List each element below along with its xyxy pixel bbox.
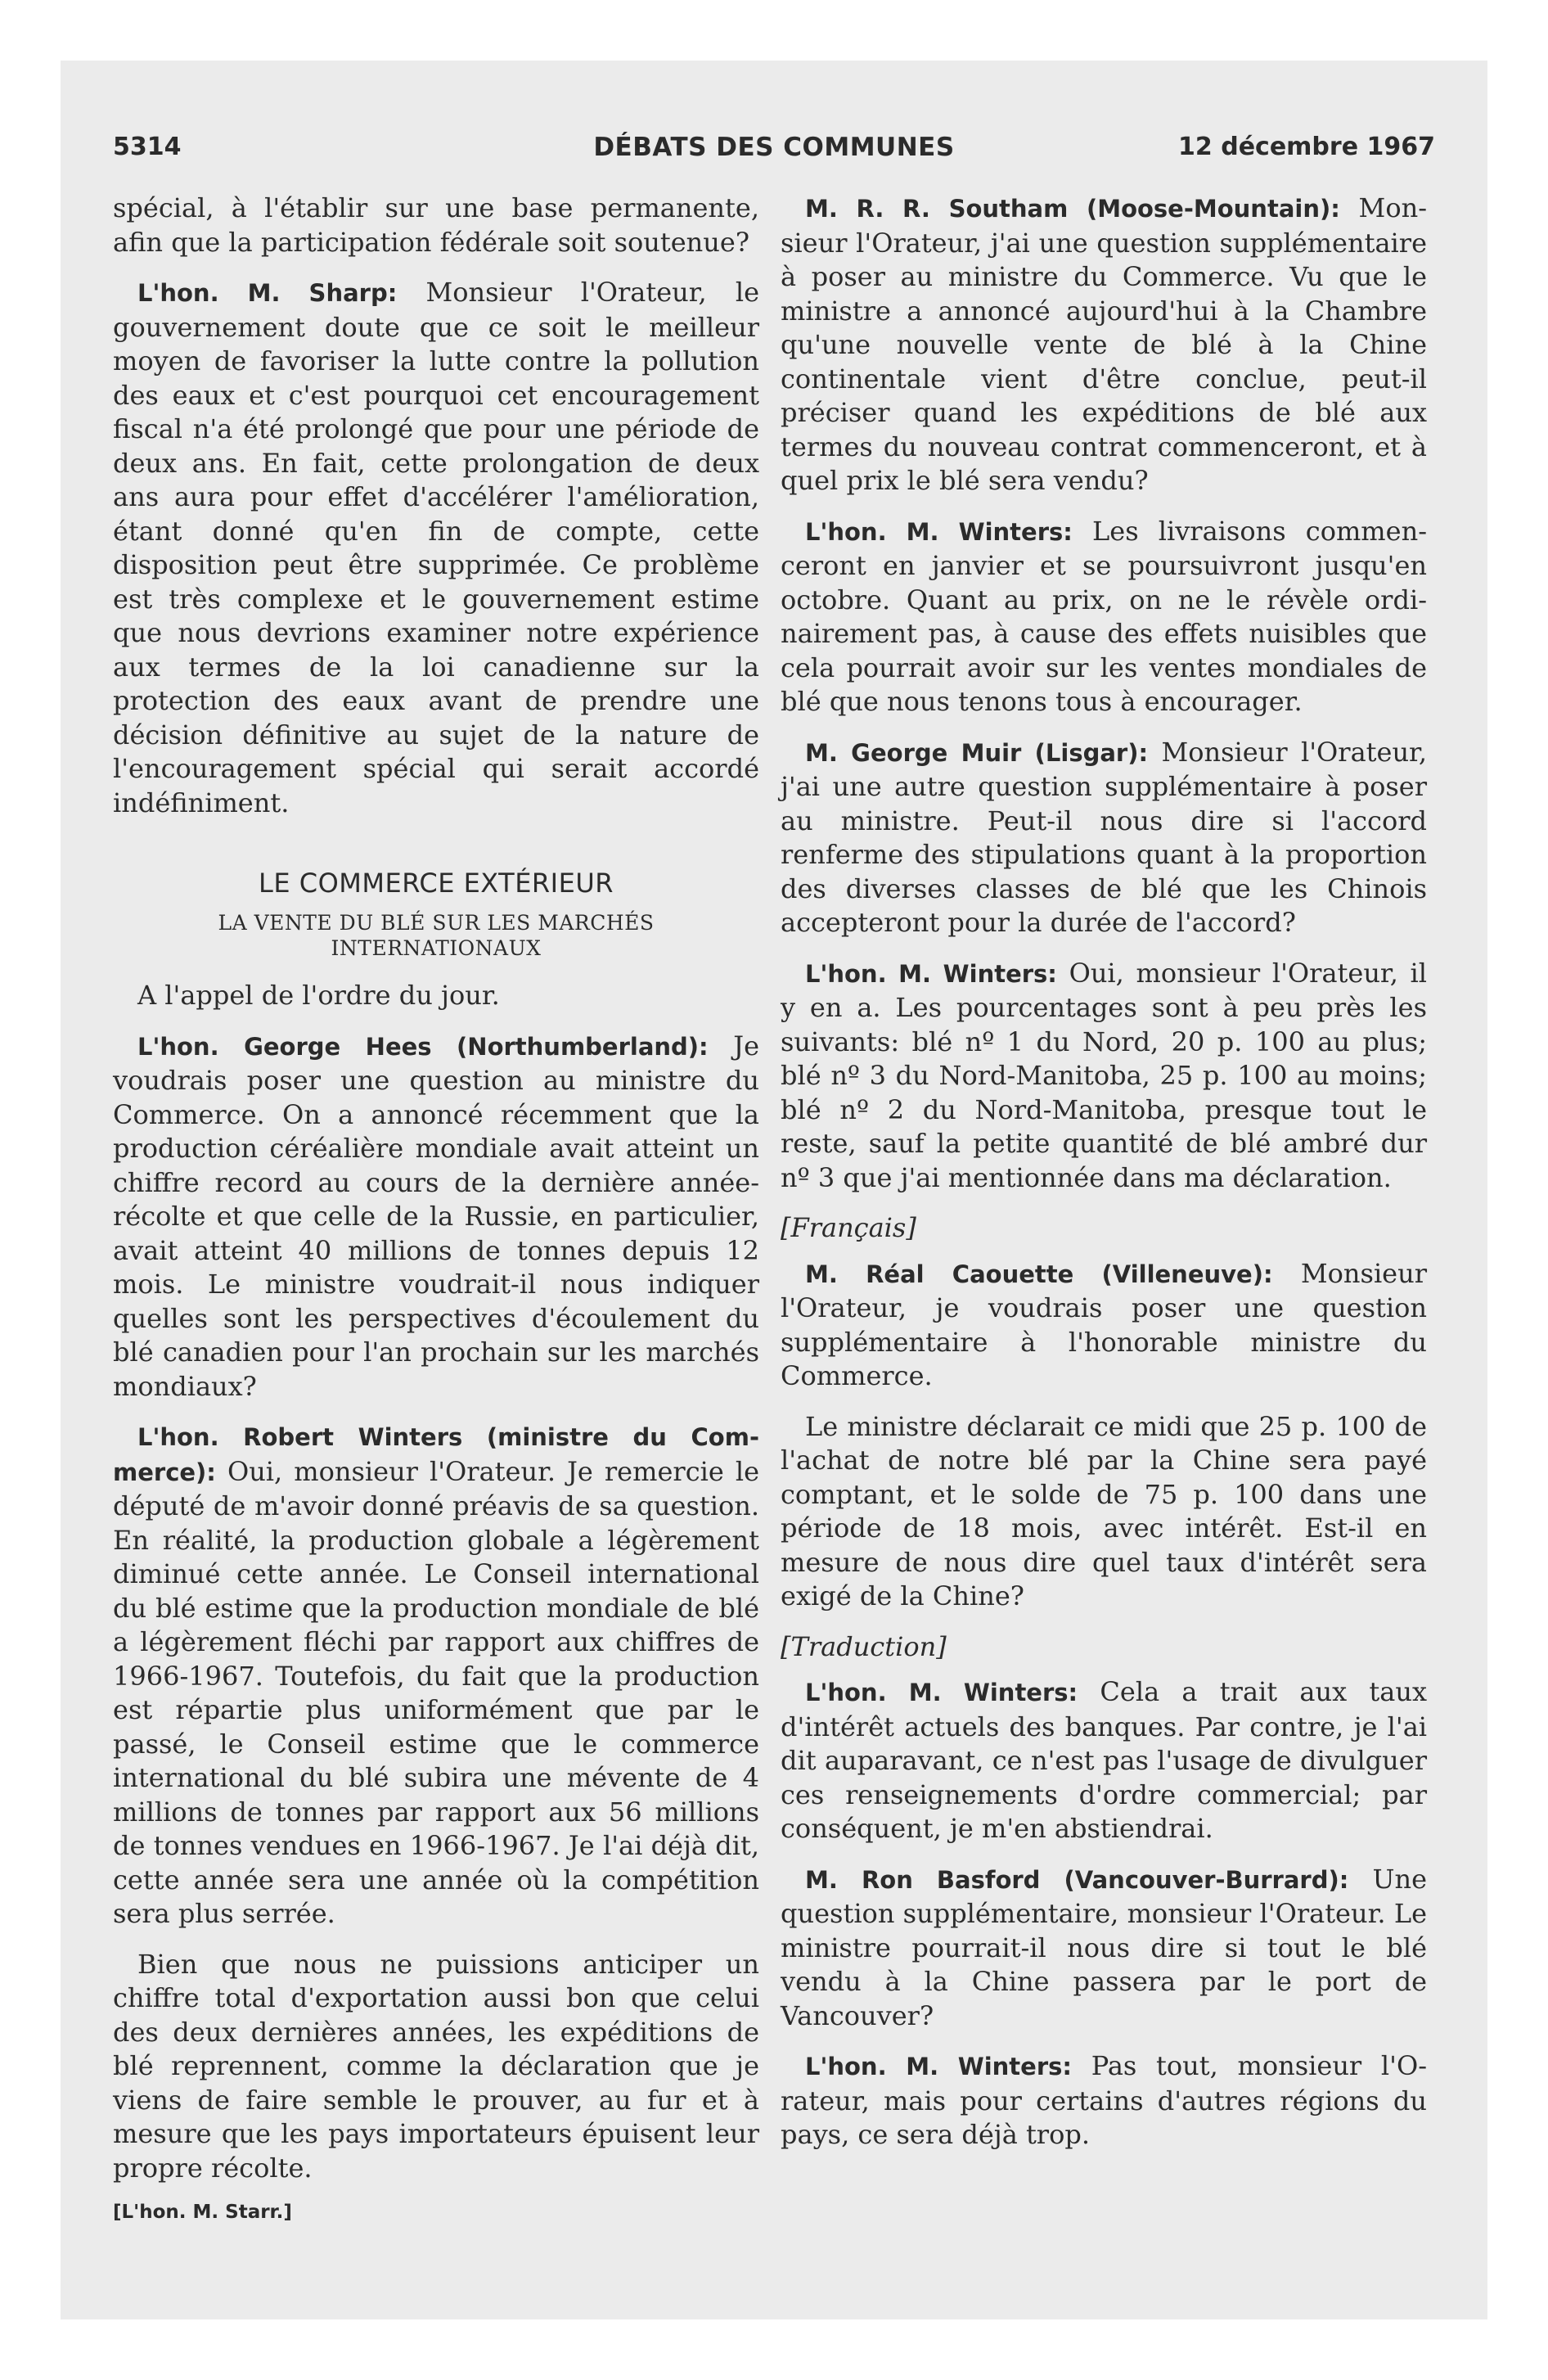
speaker-name: L'hon. George Hees (Northumberland): [137,1032,709,1061]
running-title: DÉBATS DES COMMUNES [593,133,955,162]
section-title: LE COMMERCE EXTÉRIEUR [259,868,614,899]
speech-text: Les livraisons commenceront en janvier et se poursuivront jusqu'en octobre. Quant au prix, on ne le révèle ordinairement pas, à cause des effets nuisibles que cela pourrait avoir sur les ventes mondiales de blé que nous tenons tous à encourager. [781,515,1427,717]
speaker-name: L'hon. Robert Winters (ministre du Commerce): [113,1423,759,1486]
page-number: 5314 [113,133,182,161]
speech-winters-3 [781,1675,1427,1846]
speaker-name: M. Ron Basford (Vancouver-Burrard): [805,1865,1349,1894]
speech-text: Monsieur l'Orateur, j'ai une question supplémentaire à poser au ministre du Commerce. Vu que le ministre a annoncé aujourd'hui à la Chambre qu'une nouvelle vente de blé à la Chine continentale vient d'être conclue, peut-il préciser quand les expéditions de blé aux termes du nouveau contrat commenceront, et à quel prix le blé sera vendu? [781,192,1427,496]
document-page [61,61,1487,2319]
speech-winters-1 [781,515,1427,719]
speech-text: Cela a trait aux taux d'intérêt actuels des banques. Par contre, je l'ai dit auparavant, ce n'est pas l'usage de divulguer ces renseignements d'ordre commercial; par conséquent, je m'en abstiendrai. [781,1676,1428,1844]
speech-text: Monsieur l'Orateur, le gouvernement doute que ce soit le meilleur moyen de favoriser la lutte contre la pollution des eaux et c'est pourquoi cet encouragement fiscal n'a été prolongé que pour une période de deux ans. En fait, cette prolongation de deux ans aura pour effet d'accélérer l'amélioration, étant donné qu'en fin de compte, cette disposition peut être supprimée. Ce problème est très complexe et le gouvernement estime que nous devrions examiner notre expérience aux termes de la loi canadienne sur la protection des eaux avant de prendre une décision définitive au sujet de la nature de l'encouragement spécial qui serait accordé indéfiniment. [113,277,760,818]
speech-sharp [113,276,759,820]
speech-winters-2 [781,957,1427,1196]
speech-basford [781,1863,1427,2034]
language-marker: [Français] [781,1212,916,1243]
speaker-name: M. Réal Caouette (Villeneuve): [805,1260,1273,1288]
speech-text: Pas tout, monsieur l'Orateur, mais pour certains d'autres régions du pays, ce sera déjà trop. [781,2050,1428,2150]
paragraph: Le ministre déclarait ce midi que 25 p. 100 de l'achat de notre blé par la Chine sera payé comptant, et le solde de 75 p. 100 dans une période de 18 mois, avec intérêt. Est-il en mesure de nous dire quel taux d'intérêt sera exigé de la Chine? [781,1410,1427,1611]
right-column [781,192,1427,2169]
speech-text: Monsieur l'Orateur, j'ai une autre question supplémentaire à poser au ministre. Peut-il nous dire si l'accord renferme des stipulations quant à la proportion des diverses classes de blé que les Chinois accepteront pour la durée de l'accord? [781,736,1428,938]
speaker-name: M. George Muir (Lisgar): [805,738,1149,767]
left-column [113,192,759,2223]
speaker-name: L'hon. M. Winters: [805,1679,1078,1706]
speech-text: Je voudrais poser une question au ministre du Commerce. On a annoncé récemment que la production céréalière mondiale avait atteint un chiffre record au cours de la dernière année-récolte et que celle de la Russie, en particulier, avait atteint 40 millions de tonnes depuis 12 mois. Le ministre voudrait-il nous indiquer quelles sont les perspectives d'écoulement du blé canadien pour l'an prochain sur les marchés mondiaux? [113,1030,759,1402]
speech-text: Monsieur l'Orateur, je voudrais poser une question supplémentaire à l'honorable ministre du Commerce. [781,1257,1428,1391]
page-attribution: [L'hon. M. Starr.] [113,2202,292,2223]
paragraph: spécial, à l'établir sur une base permanente, afin que la participation fédérale soit soutenue? [113,192,759,258]
speaker-name: L'hon. M. Sharp: [137,279,398,307]
speaker-name: L'hon. M. Winters: [805,2053,1072,2080]
speech-text: Oui, monsieur l'Orateur. Je remercie le député de m'avoir donné préavis de sa question. En réalité, la production globale a légèrement diminué cette année. Le Conseil international du blé estime que la production mondiale de blé a légèrement fléchi par rapport aux chiffres de 1966-1967. Toutefois, du fait que la production est répartie plus uniformément que par le passé, le Conseil estime que le commerce international du blé subira une mévente de 4 millions de tonnes par rapport aux 56 millions de tonnes vendues en 1966-1967. Je l'ai déjà dit, cette année sera une année où la compétition sera plus serrée. [113,1455,759,1929]
speech-text: Oui, monsieur l'Orateur, il y en a. Les pourcentages sont à peu près les suivants: blé nº 1 du Nord, 20 p. 100 au plus; blé nº 3 du Nord-Manitoba, 25 p. 100 au moins; blé nº 2 du Nord-Manitoba, presque tout le reste, sauf la petite quantité de blé ambré dur nº 3 que j'ai mentionnée dans ma déclaration. [781,957,1428,1193]
speaker-name: L'hon. M. Winters: [805,517,1073,546]
speaker-name: M. R. R. Southam (Moose-Mountain): [805,195,1340,223]
speech-southam [781,192,1427,498]
page-header [113,133,1435,174]
speaker-name: L'hon. M. Winters: [805,959,1057,988]
speech-muir [781,736,1427,940]
speech-text: Une question supplémentaire, monsieur l'Orateur. Le ministre pourrait-il nous dire si tout le blé vendu à la Chine passera par le port de Vancouver? [781,1863,1427,2031]
speech-winters-4 [781,2049,1427,2152]
section-subtitle: LA VENTE DU BLÉ SUR LES MARCHÉS INTERNATIONAUX [218,911,655,960]
language-marker: [Traduction] [781,1630,947,1662]
order-of-day: A l'appel de l'ordre du jour. [137,980,500,1011]
speech-winters [113,1420,759,1931]
paragraph: Bien que nous ne puissions anticiper un chiffre total d'exportation aussi bon que celui des deux dernières années, les expéditions de blé reprennent, comme la déclaration que je viens de faire semble le prouver, au fur et à mesure que les pays importateurs épuisent leur propre récolte. [113,1948,759,2184]
speech-hees [113,1030,759,1404]
page-date: 12 décembre 1967 [1178,133,1435,161]
speech-caouette [781,1257,1427,1394]
